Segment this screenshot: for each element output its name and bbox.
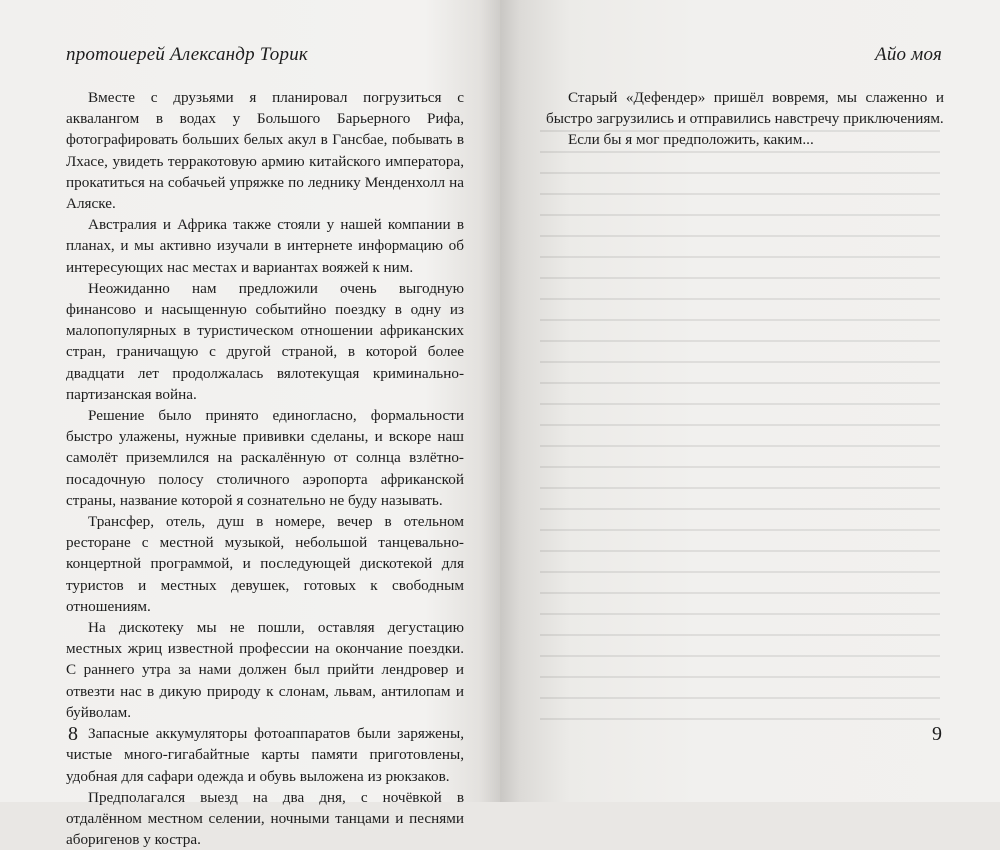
paragraph: Запасные аккумуляторы фотоаппаратов были заряжены, чистые много-гигабайтные карты памяти приготовлены, удобная для сафари одежда и обувь выложена из рюкзаков. [66,725,464,785]
paragraph: Трансфер, отель, душ в номере, вечер в отельном ресторане с местной музыкой, небольшой танцевально-концертной программой, и последующей дискотекой для туристов и местных девушек, готовых к свободным отношениям. [66,513,464,615]
right-running-head: Айо моя [875,44,942,65]
show-through-texture [540,130,940,720]
paragraph: Вместе с друзьями я планировал погрузиться с аквалангом в водах у Большого Барьерного Рифа, фотографировать больших белых акул в Гансбае, побывать в Лхасе, увидеть терракотовую армию китайского императора, прокатиться на собачьей упряжке по леднику Менденхолл на Аляске. [66,89,464,213]
paragraph: Австралия и Африка также стояли у нашей компании в планах, и мы активно изучали в интернете информацию об интересующих нас местах и вариантах вояжей к ним. [66,216,464,276]
left-page-number: 8 [68,723,78,745]
right-page-body [546,87,944,151]
paragraph: Старый «Дефендер» пришёл вовремя, мы слаженно и быстро загрузились и отправились навстречу приключениям. [546,89,944,128]
right-page-number: 9 [932,723,942,745]
left-running-head: протоиерей Александр Торик [66,44,308,65]
left-page [0,0,500,849]
paragraph: Решение было принято единогласно, формальности быстро улажены, нужные прививки сделаны, и вскоре наш самолёт приземлился на раскалённую от солнца взлётно-посадочную полосу столичного аэропорта африканской страны, название которой я сознательно не буду называть. [66,407,464,509]
left-page-body [66,87,464,850]
paragraph: Если бы я мог предположить, каким... [568,131,814,149]
paragraph: Предполагался выезд на два дня, с ночёвкой в отдалённом местном селении, ночными танцами и песнями аборигенов у костра. [66,788,464,849]
paragraph: На дискотеку мы не пошли, оставляя дегустацию местных жриц известной профессии на окончание поездки. С раннего утра за нами должен был прийти лендровер и отвезти нас в дикую природу к слонам, львам, антилопам и буйволам. [66,619,464,721]
paragraph: Неожиданно нам предложили очень выгодную финансово и насыщенную событийно поездку в одну из малопопулярных в туристическом отношении африканских стран, граничащую с другой страной, в которой более двадцати лет продолжалась вялотекущая криминально-партизанская война. [66,279,464,403]
right-page [500,0,1000,802]
